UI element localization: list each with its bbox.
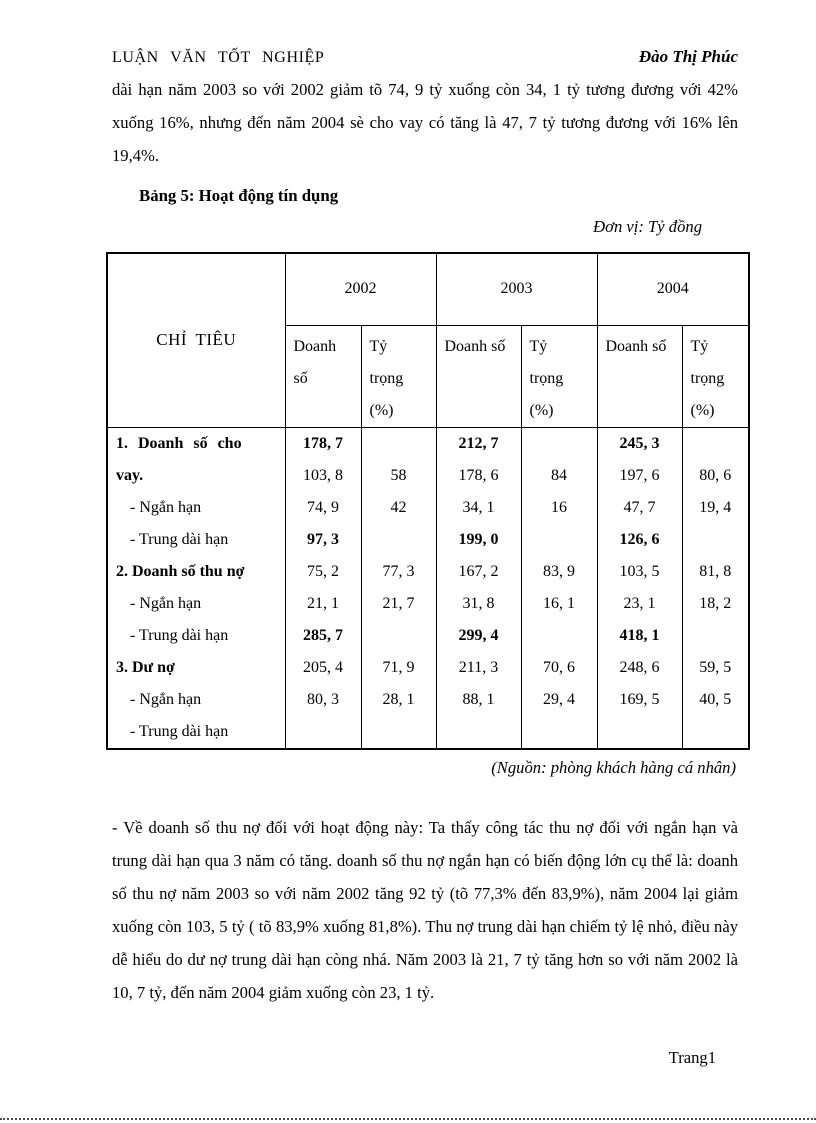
table-cell	[361, 427, 436, 460]
year-header-2004: 2004	[597, 253, 749, 325]
table-cell: 47, 7	[597, 492, 682, 524]
subheader-doanh-so-2002: Doanh số	[285, 325, 361, 427]
table-cell	[521, 620, 597, 652]
table-row	[107, 684, 749, 716]
table-cell	[597, 716, 682, 749]
table-cell: 211, 3	[436, 652, 521, 684]
table-cell: 199, 0	[436, 524, 521, 556]
table-cell: 40, 5	[682, 684, 749, 716]
table-cell: 205, 4	[285, 652, 361, 684]
analysis-paragraph: - Về doanh số thu nợ đối với hoạt động này: Ta thấy công tác thu nợ đối với ngắn hạn và trung dài hạn qua 3 năm có tăng. doanh số thu nợ ngắn hạn có biến động lớn cụ thể là: doanh số thu nợ năm 2003 so với năm 2002 tăng 92 tỷ (tõ 77,3% đến 83,9%), năm 2004 lại giảm xuống còn 103, 5 tỷ ( tõ 83,9% xuống 81,8%). Thu nợ trung dài hạn chiếm tỷ lệ nhỏ, điều này dễ hiểu do dư nợ trung dài hạn còng nhá. Năm 2003 là 21, 7 tỷ tăng hơn so với năm 2002 là 10, 7 tỷ, đến năm 2004 giảm xuống còn 23, 1 tỷ.	[112, 817, 738, 1002]
table-cell: 80, 3	[285, 684, 361, 716]
table-cell: 23, 1	[597, 588, 682, 620]
table-cell	[521, 427, 597, 460]
table-cell: 97, 3	[285, 524, 361, 556]
table-cell	[436, 716, 521, 749]
subheader-ty-trong-2003: Tỷ trọng (%)	[521, 325, 597, 427]
source-note: (Nguồn: phòng khách hàng cá nhân)	[491, 757, 736, 777]
table-row	[107, 620, 749, 652]
table-cell: 103, 5	[597, 556, 682, 588]
row-label: - Trung dài hạn	[107, 524, 285, 556]
table-cell: 418, 1	[597, 620, 682, 652]
table-cell: 245, 3	[597, 427, 682, 460]
table-cell: 21, 1	[285, 588, 361, 620]
table-cell: 178, 6	[436, 460, 521, 492]
table-cell: 197, 6	[597, 460, 682, 492]
header-thesis-title: LUẬN VĂN TỐT NGHIỆP	[112, 49, 325, 66]
table-cell: 212, 7	[436, 427, 521, 460]
unit-note: Đơn vị: Tỷ đồng	[593, 217, 702, 236]
table-cell: 71, 9	[361, 652, 436, 684]
table-cell	[361, 524, 436, 556]
row-label: - Ngắn hạn	[107, 588, 285, 620]
subheader-ty-trong-2004: Tỷ trọng (%)	[682, 325, 749, 427]
table-cell: 31, 8	[436, 588, 521, 620]
table-cell	[521, 524, 597, 556]
table-cell: 16, 1	[521, 588, 597, 620]
year-header-2003: 2003	[436, 253, 597, 325]
header-author-name: Đào Thị Phúc	[638, 47, 738, 66]
table-cell: 299, 4	[436, 620, 521, 652]
row-label: 3. Dư nợ	[107, 652, 285, 684]
row-label: vay.	[107, 460, 285, 492]
table-cell: 285, 7	[285, 620, 361, 652]
running-header	[112, 46, 738, 69]
row-label: 2. Doanh số thu nợ	[107, 556, 285, 588]
table-row	[107, 492, 749, 524]
table-cell: 81, 8	[682, 556, 749, 588]
subheader-ty-trong-2002: Tỷ trọng (%)	[361, 325, 436, 427]
table-cell: 126, 6	[597, 524, 682, 556]
table-cell: 42	[361, 492, 436, 524]
row-label: 1. Doanh số cho	[107, 427, 285, 460]
table-cell: 74, 9	[285, 492, 361, 524]
criteria-header-cell: CHỈ TIÊU	[107, 253, 285, 427]
table-cell	[682, 524, 749, 556]
table-cell	[682, 716, 749, 749]
table-cell: 84	[521, 460, 597, 492]
table-row	[107, 588, 749, 620]
row-label: - Ngắn hạn	[107, 492, 285, 524]
table-cell: 75, 2	[285, 556, 361, 588]
table-cell: 28, 1	[361, 684, 436, 716]
table-cell: 169, 5	[597, 684, 682, 716]
table-cell: 77, 3	[361, 556, 436, 588]
table-year-header-row	[107, 253, 749, 325]
subheader-doanh-so-2003: Doanh số	[436, 325, 521, 427]
table-cell: 59, 5	[682, 652, 749, 684]
table-cell: 167, 2	[436, 556, 521, 588]
table-row	[107, 716, 749, 749]
table-cell: 88, 1	[436, 684, 521, 716]
table-caption: Bảng 5: Hoạt động tín dụng	[139, 186, 339, 205]
table-cell: 83, 9	[521, 556, 597, 588]
table-cell	[285, 716, 361, 749]
year-header-2002: 2002	[285, 253, 436, 325]
table-cell	[361, 716, 436, 749]
table-cell: 70, 6	[521, 652, 597, 684]
table-row	[107, 524, 749, 556]
row-label: - Trung dài hạn	[107, 620, 285, 652]
table-row	[107, 460, 749, 492]
table-cell	[361, 620, 436, 652]
subheader-doanh-so-2004: Doanh số	[597, 325, 682, 427]
table-row	[107, 556, 749, 588]
page-bottom-dotted-divider	[0, 1118, 816, 1120]
table-cell	[682, 427, 749, 460]
page-number: Trang1	[668, 1048, 716, 1067]
table-cell: 16	[521, 492, 597, 524]
table-cell: 18, 2	[682, 588, 749, 620]
intro-paragraph: dài hạn năm 2003 so với 2002 giảm tõ 74, 9 tỷ xuống còn 34, 1 tỷ tương đương với 42% xuống 16%, nhưng đến năm 2004 sè cho vay có tăng là 47, 7 tỷ tương đương với 16% lên 19,4%.	[112, 80, 738, 165]
table-cell: 34, 1	[436, 492, 521, 524]
table-cell: 178, 7	[285, 427, 361, 460]
table-cell: 248, 6	[597, 652, 682, 684]
row-label: - Ngắn hạn	[107, 684, 285, 716]
table-cell: 21, 7	[361, 588, 436, 620]
row-label: - Trung dài hạn	[107, 716, 285, 749]
table-row	[107, 652, 749, 684]
table-cell: 103, 8	[285, 460, 361, 492]
credit-activity-table	[106, 252, 750, 750]
table-cell: 80, 6	[682, 460, 749, 492]
table-cell	[521, 716, 597, 749]
table-cell	[682, 620, 749, 652]
table-row	[107, 427, 749, 460]
table-cell: 29, 4	[521, 684, 597, 716]
table-cell: 19, 4	[682, 492, 749, 524]
table-cell: 58	[361, 460, 436, 492]
